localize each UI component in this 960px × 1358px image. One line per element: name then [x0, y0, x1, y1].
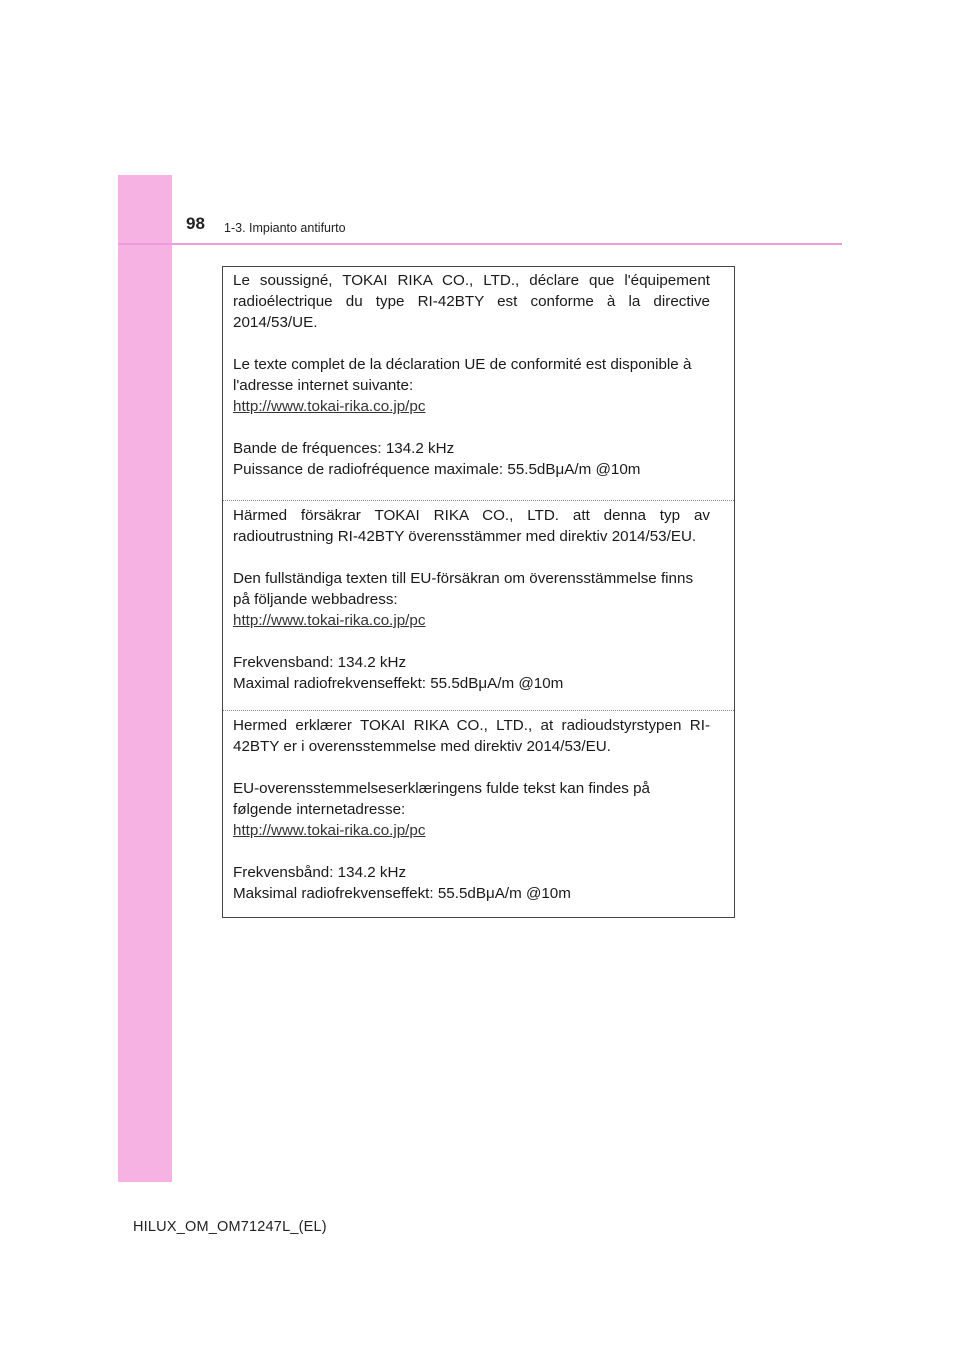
- max-power: Puissance de radiofréquence maximale: 55.5dBμA/m @10m: [233, 461, 641, 478]
- technical-specs: [233, 862, 710, 904]
- frequency-band: Bande de fréquences: 134.2 kHz: [233, 440, 455, 457]
- declaration-link[interactable]: http://www.tokai-rika.co.jp/pc: [233, 612, 426, 629]
- max-power: Maximal radiofrekvenseffekt: 55.5dBμA/m @10m: [233, 675, 564, 692]
- max-power: Maksimal radiofrekvenseffekt: 55.5dBμA/m @10m: [233, 885, 571, 902]
- full-text-statement: [233, 354, 710, 417]
- full-text-statement: [233, 778, 710, 841]
- document-code: HILUX_OM_OM71247L_(EL): [133, 1219, 327, 1235]
- frequency-band: Frekvensbånd: 134.2 kHz: [233, 864, 407, 881]
- declaration-text: Le soussigné, TOKAI RIKA CO., LTD., déclare que l'équipement radioélectrique du type RI-42BTY est conforme à la directive 2014/53/UE.: [233, 272, 710, 331]
- declaration-link[interactable]: http://www.tokai-rika.co.jp/pc: [233, 398, 426, 415]
- header-divider: [118, 243, 842, 245]
- full-text-line: EU-overensstemmelseserklæringens fulde tekst kan findes på: [233, 780, 651, 797]
- full-text-line: følgende internetadresse:: [233, 801, 406, 818]
- frequency-band: Frekvensband: 134.2 kHz: [233, 654, 407, 671]
- full-text-line: Den fullständiga texten till EU-försäkran om överensstämmelse finns: [233, 570, 694, 587]
- notice-section-swedish: [223, 500, 734, 715]
- technical-specs: [233, 652, 710, 694]
- section-title: 1-3. Impianto antifurto: [224, 221, 346, 235]
- declaration-text: Hermed erklærer TOKAI RIKA CO., LTD., at radioudstyrstypen RI-42BTY er i overensstemmelse med direktiv 2014/53/EU.: [233, 717, 710, 755]
- full-text-line: Le texte complet de la déclaration UE de conformité est disponible à: [233, 356, 692, 373]
- declaration-link[interactable]: http://www.tokai-rika.co.jp/pc: [233, 822, 426, 839]
- notice-section-danish: [223, 710, 734, 925]
- side-color-band: [118, 175, 172, 1182]
- notice-section-french: [223, 270, 734, 501]
- page-number: 98: [186, 214, 205, 233]
- technical-specs: [233, 438, 710, 480]
- full-text-line: på följande webbadress:: [233, 591, 398, 608]
- conformity-notice-box: [222, 266, 735, 918]
- declaration-text: Härmed försäkrar TOKAI RIKA CO., LTD. att denna typ av radioutrustning RI-42BTY överensstämmer med direktiv 2014/53/EU.: [233, 507, 710, 545]
- full-text-line: l'adresse internet suivante:: [233, 377, 414, 394]
- full-text-statement: [233, 568, 710, 631]
